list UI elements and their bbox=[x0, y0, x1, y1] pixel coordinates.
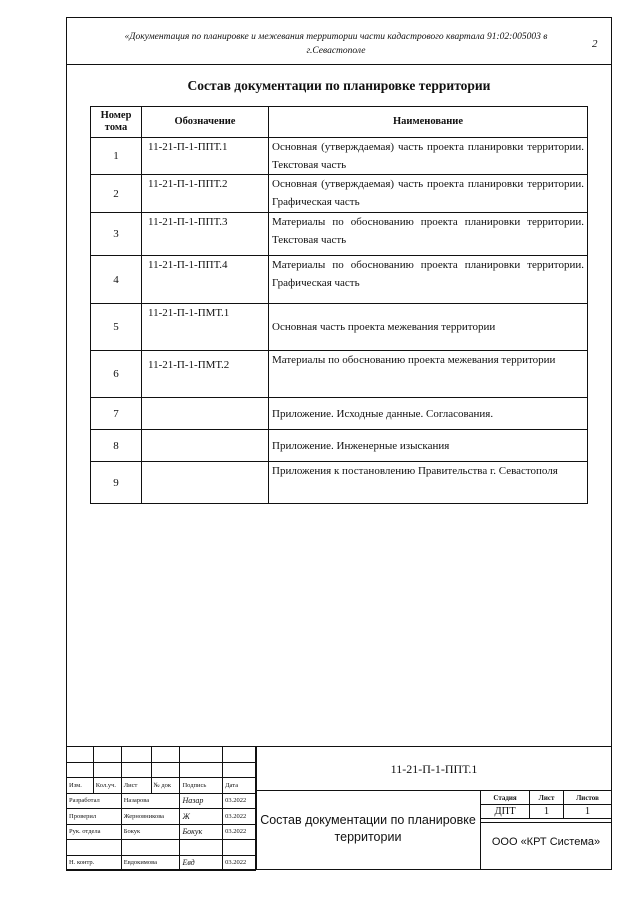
stamp-person-row bbox=[67, 824, 256, 840]
stamp-document-code: 11-21-П-1-ППТ.1 bbox=[390, 762, 478, 776]
stamp-date: 03.2022 bbox=[223, 855, 256, 871]
stamp-role: Разработал bbox=[67, 793, 122, 809]
stamp-person-row bbox=[67, 809, 256, 825]
stamp-role: Рук. отдела bbox=[67, 824, 122, 840]
stamp-col-koluch: Кол.уч. bbox=[93, 778, 121, 794]
page-number: 2 bbox=[592, 38, 598, 50]
cell-code: 11-21-П-1-ПМТ.2 bbox=[142, 351, 269, 398]
cell-code: 11-21-П-1-ППТ.1 bbox=[142, 138, 269, 175]
page-title: Состав документации по планировке территории bbox=[187, 78, 491, 93]
project-header-line2: г.Севастополе bbox=[306, 46, 366, 56]
table-row bbox=[91, 351, 588, 398]
table-row bbox=[91, 430, 588, 462]
cell-name: Основная (утверждаемая) часть проекта планировки территории. Текстовая часть bbox=[269, 138, 588, 175]
stamp-person-row bbox=[67, 793, 256, 809]
composition-table bbox=[90, 106, 588, 504]
cell-num: 6 bbox=[91, 351, 142, 398]
stamp-signature: Бокук bbox=[180, 824, 223, 840]
cell-name: Приложение. Инженерные изыскания bbox=[269, 430, 588, 462]
cell-num: 9 bbox=[91, 462, 142, 504]
col-header-num: Номер тома bbox=[91, 107, 142, 138]
stage-value: ДПТ bbox=[481, 805, 530, 819]
cell-code: 11-21-П-1-ПМТ.1 bbox=[142, 304, 269, 351]
sheets-value: 1 bbox=[563, 805, 611, 819]
cell-num: 2 bbox=[91, 175, 142, 213]
stamp-role: Проверил bbox=[67, 809, 122, 825]
stage-label: Стадия bbox=[481, 791, 530, 805]
cell-num: 1 bbox=[91, 138, 142, 175]
cell-num: 4 bbox=[91, 256, 142, 304]
cell-code bbox=[142, 430, 269, 462]
table-row bbox=[91, 138, 588, 175]
sheet-value: 1 bbox=[530, 805, 564, 819]
col-header-code: Обозначение bbox=[142, 107, 269, 138]
stamp-col-podpis: Подпись bbox=[180, 778, 223, 794]
sheets-label: Листов bbox=[563, 791, 611, 805]
stamp-person-name: Евдокимова bbox=[121, 855, 180, 871]
stamp-signature: Назар bbox=[180, 793, 223, 809]
stamp-organization: ООО «КРТ Система» bbox=[491, 836, 601, 848]
cell-name: Материалы по обоснованию проекта межевания территории bbox=[269, 351, 588, 398]
stamp-col-list: Лист bbox=[121, 778, 151, 794]
cell-code bbox=[142, 398, 269, 430]
stamp-divider bbox=[480, 822, 612, 823]
cell-code: 11-21-П-1-ППТ.3 bbox=[142, 213, 269, 256]
stamp-person-name: Бокук bbox=[121, 824, 180, 840]
table-row bbox=[91, 462, 588, 504]
header-divider bbox=[66, 64, 612, 65]
table-row bbox=[91, 175, 588, 213]
stamp-document-name: Состав документации по планировке территории bbox=[260, 813, 476, 844]
table-header-row bbox=[91, 107, 588, 138]
table-row bbox=[91, 213, 588, 256]
cell-name: Основная часть проекта межевания территории bbox=[269, 304, 588, 351]
stamp-stage-table bbox=[480, 790, 612, 819]
stamp-col-ndok: № док bbox=[151, 778, 180, 794]
cell-name: Материалы по обоснованию проекта планировки территории. Текстовая часть bbox=[269, 213, 588, 256]
stamp-signature: Евд bbox=[180, 855, 223, 871]
stamp-col-izm: Изм. bbox=[67, 778, 94, 794]
cell-code: 11-21-П-1-ППТ.2 bbox=[142, 175, 269, 213]
table-row bbox=[91, 398, 588, 430]
table-row bbox=[91, 304, 588, 351]
stamp-person-row bbox=[67, 855, 256, 871]
cell-code bbox=[142, 462, 269, 504]
sheet-label: Лист bbox=[530, 791, 564, 805]
cell-num: 8 bbox=[91, 430, 142, 462]
cell-name: Приложения к постановлению Правительства г. Севастополя bbox=[269, 462, 588, 504]
project-header-line1: «Документация по планировке и межевания территории части кадастрового квартала 91:02:005003 в bbox=[124, 32, 548, 42]
stamp-col-data: Дата bbox=[223, 778, 256, 794]
table-row bbox=[91, 256, 588, 304]
stamp-date: 03.2022 bbox=[223, 824, 256, 840]
stamp-date: 03.2022 bbox=[223, 793, 256, 809]
stamp-column-headers bbox=[67, 778, 256, 794]
stamp-role: Н. контр. bbox=[67, 855, 122, 871]
cell-name: Материалы по обоснованию проекта планировки территории. Графическая часть bbox=[269, 256, 588, 304]
project-header bbox=[96, 30, 576, 58]
stamp-person-name: Назарова bbox=[121, 793, 180, 809]
cell-name: Основная (утверждаемая) часть проекта планировки территории. Графическая часть bbox=[269, 175, 588, 213]
stamp-date: 03.2022 bbox=[223, 809, 256, 825]
stamp-signature-grid bbox=[66, 746, 256, 871]
cell-name: Приложение. Исходные данные. Согласования. bbox=[269, 398, 588, 430]
cell-num: 3 bbox=[91, 213, 142, 256]
cell-num: 7 bbox=[91, 398, 142, 430]
col-header-name: Наименование bbox=[269, 107, 588, 138]
stamp-person-name: Жерновникова bbox=[121, 809, 180, 825]
cell-num: 5 bbox=[91, 304, 142, 351]
stamp-signature: Ж bbox=[180, 809, 223, 825]
cell-code: 11-21-П-1-ППТ.4 bbox=[142, 256, 269, 304]
